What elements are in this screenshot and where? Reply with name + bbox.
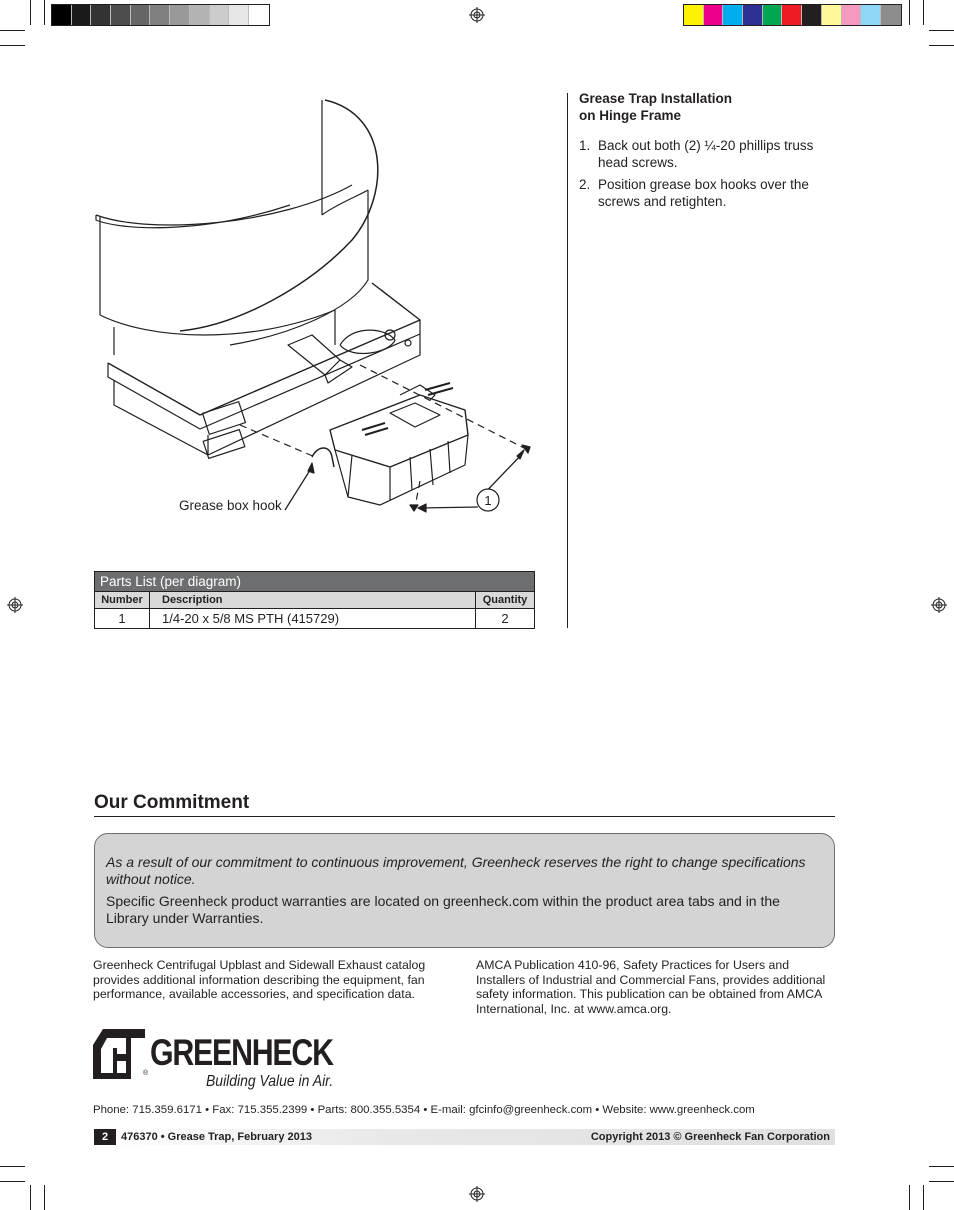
contact-info: Phone: 715.359.6171 • Fax: 715.355.2399 • Parts: 800.355.5354 • E-mail: gfcinfo@greenheck.com • Website: www.greenheck.com bbox=[93, 1104, 755, 1116]
color-swatch bbox=[131, 5, 151, 25]
color-swatch bbox=[861, 5, 881, 25]
color-swatch bbox=[52, 5, 72, 25]
part-quantity-cell: 2 bbox=[476, 609, 535, 629]
crop-mark bbox=[909, 0, 910, 25]
parts-list-caption: Parts List (per diagram) bbox=[95, 572, 535, 592]
color-swatch bbox=[91, 5, 111, 25]
copyright: Copyright 2013 © Greenheck Fan Corporation bbox=[590, 1131, 830, 1143]
crop-mark bbox=[44, 0, 45, 25]
crop-mark bbox=[0, 1166, 25, 1167]
color-swatch bbox=[881, 5, 901, 25]
catalog-note: Greenheck Centrifugal Upblast and Sidewall Exhaust catalog provides additional information describing the equipment, fan performance, available accessories, and specification data. bbox=[93, 958, 426, 1001]
part-description-cell: 1/4-20 x 5/8 MS PTH (415729) bbox=[150, 609, 476, 629]
color-swatch bbox=[782, 5, 802, 25]
column-header-quantity: Quantity bbox=[476, 592, 535, 609]
color-swatch bbox=[170, 5, 190, 25]
greenheck-logo bbox=[93, 1029, 358, 1094]
color-swatch bbox=[802, 5, 822, 25]
instruction-steps bbox=[579, 137, 819, 215]
commitment-heading: Our Commitment bbox=[94, 792, 250, 813]
commitment-box bbox=[94, 833, 835, 948]
grease-trap-illustration bbox=[90, 95, 545, 525]
crop-mark bbox=[0, 30, 25, 31]
grease-box-hook-label: Grease box hook bbox=[179, 498, 282, 513]
column-header-description: Description bbox=[150, 592, 476, 609]
color-swatch bbox=[229, 5, 249, 25]
process-color-bar bbox=[683, 4, 902, 26]
color-swatch bbox=[763, 5, 783, 25]
color-swatch bbox=[249, 5, 269, 25]
crop-mark bbox=[0, 45, 25, 46]
list-item bbox=[579, 137, 819, 171]
color-swatch bbox=[684, 5, 704, 25]
gray-color-bar bbox=[51, 4, 270, 26]
logo-wordmark: GREENHECK bbox=[150, 1032, 333, 1073]
table-row bbox=[95, 609, 535, 629]
step-text: Position grease box hooks over the screws and retighten. bbox=[598, 177, 809, 209]
registration-mark-icon bbox=[469, 1186, 485, 1202]
color-swatch bbox=[72, 5, 92, 25]
column-divider bbox=[567, 93, 568, 628]
parts-list-table bbox=[94, 571, 535, 629]
color-swatch bbox=[704, 5, 724, 25]
color-swatch bbox=[822, 5, 842, 25]
registration-mark-icon bbox=[469, 7, 485, 23]
step-number: 2. bbox=[579, 177, 591, 192]
color-swatch bbox=[842, 5, 862, 25]
commitment-notice: As a result of our commitment to continuous improvement, Greenheck reserves the right to change specifications without notice. bbox=[106, 854, 806, 887]
instructions-title-line: on Hinge Frame bbox=[579, 108, 682, 123]
crop-mark bbox=[923, 0, 924, 25]
crop-mark bbox=[0, 1181, 25, 1182]
greenheck-logo-mark-icon bbox=[93, 1029, 145, 1079]
color-swatch bbox=[743, 5, 763, 25]
instructions-title bbox=[579, 90, 779, 124]
color-swatch bbox=[723, 5, 743, 25]
document-id: 476370 • Grease Trap, February 2013 bbox=[121, 1131, 312, 1143]
step-number: 1. bbox=[579, 138, 591, 153]
callout-number: 1 bbox=[484, 493, 492, 508]
color-swatch bbox=[150, 5, 170, 25]
color-swatch bbox=[190, 5, 210, 25]
registration-mark-icon bbox=[931, 597, 947, 613]
logo-tagline: Building Value in Air. bbox=[206, 1073, 334, 1090]
grease-trap-diagram bbox=[90, 95, 545, 525]
crop-mark bbox=[44, 1185, 45, 1210]
amca-note: AMCA Publication 410-96, Safety Practices for Users and Installers of Industrial and Commercial Fans, provides additional safety information. This publication can be obtained from AMCA International, Inc. at www.amca.org. bbox=[476, 958, 826, 1016]
crop-mark bbox=[30, 1185, 31, 1210]
logo-registered-mark: ® bbox=[143, 1070, 149, 1077]
registration-mark-icon bbox=[7, 597, 23, 613]
list-item bbox=[579, 176, 819, 210]
warranty-notice: Specific Greenheck product warranties are located on greenheck.com within the product area tabs and in the Library under Warranties. bbox=[106, 893, 780, 926]
crop-mark bbox=[929, 1166, 954, 1167]
crop-mark bbox=[923, 1185, 924, 1210]
color-swatch bbox=[111, 5, 131, 25]
color-swatch bbox=[210, 5, 230, 25]
instructions-title-line: Grease Trap Installation bbox=[579, 91, 733, 106]
commitment-rule bbox=[94, 816, 835, 817]
page-number: 2 bbox=[94, 1129, 116, 1145]
column-header-number: Number bbox=[95, 592, 150, 609]
crop-mark bbox=[30, 0, 31, 25]
crop-mark bbox=[929, 30, 954, 31]
step-text: Back out both (2) ¼-20 phillips truss head screws. bbox=[598, 138, 814, 170]
crop-mark bbox=[929, 45, 954, 46]
crop-mark bbox=[909, 1185, 910, 1210]
part-number-cell: 1 bbox=[95, 609, 150, 629]
crop-mark bbox=[929, 1181, 954, 1182]
